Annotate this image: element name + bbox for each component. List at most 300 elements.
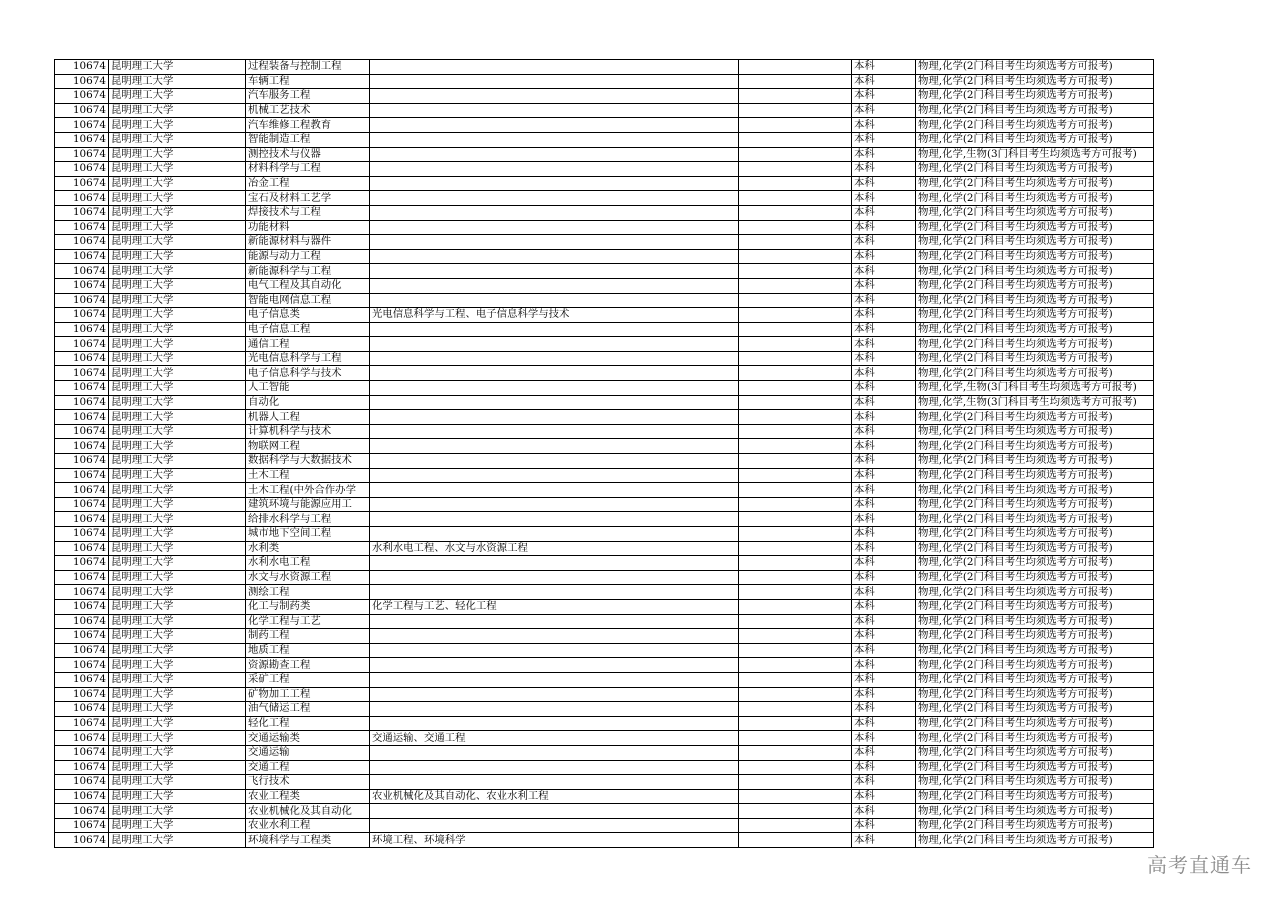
subject-requirement-cell: 物理,化学(2门科目考生均须选考方可报考)	[916, 614, 1154, 629]
subject-requirement-cell: 物理,化学(2门科目考生均须选考方可报考)	[916, 497, 1154, 512]
school-name-cell: 昆明理工大学	[109, 176, 246, 191]
table-row	[55, 541, 1154, 556]
note-cell	[739, 570, 852, 585]
major-name-cell: 建筑环境与能源应用工	[246, 497, 370, 512]
included-majors-cell	[370, 468, 739, 483]
table-row	[55, 672, 1154, 687]
note-cell	[739, 103, 852, 118]
school-code-cell: 10674	[55, 381, 109, 396]
school-code-cell: 10674	[55, 585, 109, 600]
school-name-cell: 昆明理工大学	[109, 132, 246, 147]
table-row	[55, 74, 1154, 89]
school-code-cell: 10674	[55, 264, 109, 279]
school-name-cell: 昆明理工大学	[109, 366, 246, 381]
table-row	[55, 614, 1154, 629]
school-code-cell: 10674	[55, 249, 109, 264]
subject-requirement-cell: 物理,化学(2门科目考生均须选考方可报考)	[916, 745, 1154, 760]
table-row	[55, 162, 1154, 177]
note-cell	[739, 483, 852, 498]
school-code-cell: 10674	[55, 220, 109, 235]
subject-requirement-cell: 物理,化学(2门科目考生均须选考方可报考)	[916, 789, 1154, 804]
level-cell: 本科	[852, 658, 916, 673]
level-cell: 本科	[852, 760, 916, 775]
school-name-cell: 昆明理工大学	[109, 760, 246, 775]
school-name-cell: 昆明理工大学	[109, 512, 246, 527]
table-row	[55, 249, 1154, 264]
table-row	[55, 789, 1154, 804]
subject-requirement-cell: 物理,化学(2门科目考生均须选考方可报考)	[916, 220, 1154, 235]
note-cell	[739, 556, 852, 571]
note-cell	[739, 308, 852, 323]
level-cell: 本科	[852, 570, 916, 585]
note-cell	[739, 643, 852, 658]
table-row	[55, 658, 1154, 673]
included-majors-cell	[370, 818, 739, 833]
table-row	[55, 308, 1154, 323]
note-cell	[739, 702, 852, 717]
note-cell	[739, 60, 852, 75]
level-cell: 本科	[852, 468, 916, 483]
table-row	[55, 395, 1154, 410]
included-majors-cell	[370, 249, 739, 264]
major-name-cell: 水利类	[246, 541, 370, 556]
note-cell	[739, 716, 852, 731]
school-code-cell: 10674	[55, 716, 109, 731]
table-row	[55, 556, 1154, 571]
table-row	[55, 643, 1154, 658]
included-majors-cell	[370, 512, 739, 527]
included-majors-cell	[370, 103, 739, 118]
included-majors-cell	[370, 132, 739, 147]
subject-requirement-cell: 物理,化学(2门科目考生均须选考方可报考)	[916, 278, 1154, 293]
note-cell	[739, 118, 852, 133]
included-majors-cell	[370, 322, 739, 337]
level-cell: 本科	[852, 687, 916, 702]
school-code-cell: 10674	[55, 74, 109, 89]
note-cell	[739, 804, 852, 819]
subject-requirement-cell: 物理,化学(2门科目考生均须选考方可报考)	[916, 337, 1154, 352]
school-name-cell: 昆明理工大学	[109, 60, 246, 75]
table-row	[55, 147, 1154, 162]
table-row	[55, 702, 1154, 717]
school-code-cell: 10674	[55, 731, 109, 746]
major-name-cell: 交通工程	[246, 760, 370, 775]
table-row	[55, 351, 1154, 366]
major-name-cell: 测控技术与仪器	[246, 147, 370, 162]
included-majors-cell	[370, 191, 739, 206]
school-code-cell: 10674	[55, 454, 109, 469]
note-cell	[739, 205, 852, 220]
major-name-cell: 汽车维修工程教育	[246, 118, 370, 133]
table-row	[55, 205, 1154, 220]
table-row	[55, 264, 1154, 279]
level-cell: 本科	[852, 541, 916, 556]
school-name-cell: 昆明理工大学	[109, 804, 246, 819]
major-name-cell: 资源勘查工程	[246, 658, 370, 673]
school-code-cell: 10674	[55, 570, 109, 585]
school-name-cell: 昆明理工大学	[109, 103, 246, 118]
school-name-cell: 昆明理工大学	[109, 585, 246, 600]
note-cell	[739, 424, 852, 439]
school-code-cell: 10674	[55, 89, 109, 104]
level-cell: 本科	[852, 293, 916, 308]
level-cell: 本科	[852, 599, 916, 614]
note-cell	[739, 220, 852, 235]
level-cell: 本科	[852, 410, 916, 425]
major-name-cell: 飞行技术	[246, 775, 370, 790]
level-cell: 本科	[852, 643, 916, 658]
major-name-cell: 给排水科学与工程	[246, 512, 370, 527]
school-name-cell: 昆明理工大学	[109, 745, 246, 760]
major-name-cell: 数据科学与大数据技术	[246, 454, 370, 469]
major-name-cell: 机器人工程	[246, 410, 370, 425]
note-cell	[739, 497, 852, 512]
school-name-cell: 昆明理工大学	[109, 308, 246, 323]
included-majors-cell	[370, 497, 739, 512]
note-cell	[739, 191, 852, 206]
table-row	[55, 235, 1154, 250]
note-cell	[739, 745, 852, 760]
major-name-cell: 材料科学与工程	[246, 162, 370, 177]
level-cell: 本科	[852, 804, 916, 819]
major-name-cell: 农业机械化及其自动化	[246, 804, 370, 819]
school-code-cell: 10674	[55, 351, 109, 366]
subject-requirement-cell: 物理,化学(2门科目考生均须选考方可报考)	[916, 191, 1154, 206]
school-name-cell: 昆明理工大学	[109, 118, 246, 133]
school-code-cell: 10674	[55, 760, 109, 775]
subject-requirement-cell: 物理,化学(2门科目考生均须选考方可报考)	[916, 249, 1154, 264]
school-name-cell: 昆明理工大学	[109, 775, 246, 790]
school-name-cell: 昆明理工大学	[109, 527, 246, 542]
major-name-cell: 电子信息科学与技术	[246, 366, 370, 381]
table-row	[55, 337, 1154, 352]
major-name-cell: 农业水利工程	[246, 818, 370, 833]
level-cell: 本科	[852, 789, 916, 804]
level-cell: 本科	[852, 454, 916, 469]
table-row	[55, 191, 1154, 206]
school-name-cell: 昆明理工大学	[109, 454, 246, 469]
level-cell: 本科	[852, 483, 916, 498]
subject-requirement-cell: 物理,化学(2门科目考生均须选考方可报考)	[916, 103, 1154, 118]
admission-requirements-table	[54, 59, 1154, 848]
table-row	[55, 381, 1154, 396]
major-name-cell: 化工与制药类	[246, 599, 370, 614]
major-name-cell: 智能制造工程	[246, 132, 370, 147]
subject-requirement-cell: 物理,化学(2门科目考生均须选考方可报考)	[916, 366, 1154, 381]
school-name-cell: 昆明理工大学	[109, 235, 246, 250]
included-majors-cell	[370, 366, 739, 381]
school-name-cell: 昆明理工大学	[109, 293, 246, 308]
note-cell	[739, 672, 852, 687]
level-cell: 本科	[852, 556, 916, 571]
note-cell	[739, 410, 852, 425]
school-name-cell: 昆明理工大学	[109, 541, 246, 556]
school-code-cell: 10674	[55, 191, 109, 206]
school-code-cell: 10674	[55, 424, 109, 439]
major-name-cell: 人工智能	[246, 381, 370, 396]
major-name-cell: 轻化工程	[246, 716, 370, 731]
subject-requirement-cell: 物理,化学(2门科目考生均须选考方可报考)	[916, 687, 1154, 702]
subject-requirement-cell: 物理,化学(2门科目考生均须选考方可报考)	[916, 424, 1154, 439]
included-majors-cell	[370, 658, 739, 673]
school-code-cell: 10674	[55, 103, 109, 118]
note-cell	[739, 658, 852, 673]
major-name-cell: 冶金工程	[246, 176, 370, 191]
school-code-cell: 10674	[55, 702, 109, 717]
table-row	[55, 570, 1154, 585]
major-name-cell: 环境科学与工程类	[246, 833, 370, 848]
level-cell: 本科	[852, 176, 916, 191]
school-name-cell: 昆明理工大学	[109, 497, 246, 512]
major-name-cell: 制药工程	[246, 629, 370, 644]
school-name-cell: 昆明理工大学	[109, 205, 246, 220]
major-name-cell: 汽车服务工程	[246, 89, 370, 104]
note-cell	[739, 89, 852, 104]
school-code-cell: 10674	[55, 147, 109, 162]
school-name-cell: 昆明理工大学	[109, 249, 246, 264]
level-cell: 本科	[852, 264, 916, 279]
subject-requirement-cell: 物理,化学(2门科目考生均须选考方可报考)	[916, 702, 1154, 717]
school-name-cell: 昆明理工大学	[109, 439, 246, 454]
level-cell: 本科	[852, 191, 916, 206]
included-majors-cell	[370, 147, 739, 162]
note-cell	[739, 337, 852, 352]
included-majors-cell	[370, 424, 739, 439]
major-name-cell: 土木工程	[246, 468, 370, 483]
school-name-cell: 昆明理工大学	[109, 833, 246, 848]
note-cell	[739, 731, 852, 746]
note-cell	[739, 775, 852, 790]
school-code-cell: 10674	[55, 162, 109, 177]
note-cell	[739, 264, 852, 279]
subject-requirement-cell: 物理,化学(2门科目考生均须选考方可报考)	[916, 833, 1154, 848]
major-name-cell: 车辆工程	[246, 74, 370, 89]
school-name-cell: 昆明理工大学	[109, 643, 246, 658]
subject-requirement-cell: 物理,化学(2门科目考生均须选考方可报考)	[916, 643, 1154, 658]
included-majors-cell	[370, 337, 739, 352]
subject-requirement-cell: 物理,化学(2门科目考生均须选考方可报考)	[916, 118, 1154, 133]
school-code-cell: 10674	[55, 556, 109, 571]
school-name-cell: 昆明理工大学	[109, 351, 246, 366]
major-name-cell: 自动化	[246, 395, 370, 410]
table-row	[55, 527, 1154, 542]
subject-requirement-cell: 物理,化学(2门科目考生均须选考方可报考)	[916, 308, 1154, 323]
note-cell	[739, 789, 852, 804]
subject-requirement-cell: 物理,化学(2门科目考生均须选考方可报考)	[916, 818, 1154, 833]
level-cell: 本科	[852, 818, 916, 833]
subject-requirement-cell: 物理,化学(2门科目考生均须选考方可报考)	[916, 599, 1154, 614]
table-row	[55, 454, 1154, 469]
subject-requirement-cell: 物理,化学(2门科目考生均须选考方可报考)	[916, 322, 1154, 337]
subject-requirement-cell: 物理,化学(2门科目考生均须选考方可报考)	[916, 658, 1154, 673]
level-cell: 本科	[852, 439, 916, 454]
level-cell: 本科	[852, 731, 916, 746]
included-majors-cell	[370, 716, 739, 731]
school-code-cell: 10674	[55, 483, 109, 498]
level-cell: 本科	[852, 162, 916, 177]
included-majors-cell	[370, 74, 739, 89]
level-cell: 本科	[852, 89, 916, 104]
subject-requirement-cell: 物理,化学,生物(3门科目考生均须选考方可报考)	[916, 147, 1154, 162]
school-name-cell: 昆明理工大学	[109, 483, 246, 498]
included-majors-cell	[370, 395, 739, 410]
included-majors-cell: 交通运输、交通工程	[370, 731, 739, 746]
school-name-cell: 昆明理工大学	[109, 629, 246, 644]
subject-requirement-cell: 物理,化学(2门科目考生均须选考方可报考)	[916, 672, 1154, 687]
school-name-cell: 昆明理工大学	[109, 556, 246, 571]
level-cell: 本科	[852, 103, 916, 118]
included-majors-cell	[370, 278, 739, 293]
subject-requirement-cell: 物理,化学(2门科目考生均须选考方可报考)	[916, 89, 1154, 104]
subject-requirement-cell: 物理,化学(2门科目考生均须选考方可报考)	[916, 205, 1154, 220]
table-row	[55, 132, 1154, 147]
school-name-cell: 昆明理工大学	[109, 702, 246, 717]
school-name-cell: 昆明理工大学	[109, 337, 246, 352]
major-name-cell: 光电信息科学与工程	[246, 351, 370, 366]
included-majors-cell	[370, 556, 739, 571]
level-cell: 本科	[852, 322, 916, 337]
level-cell: 本科	[852, 60, 916, 75]
table-row	[55, 439, 1154, 454]
school-name-cell: 昆明理工大学	[109, 264, 246, 279]
level-cell: 本科	[852, 775, 916, 790]
school-code-cell: 10674	[55, 132, 109, 147]
school-code-cell: 10674	[55, 833, 109, 848]
note-cell	[739, 687, 852, 702]
school-code-cell: 10674	[55, 745, 109, 760]
school-code-cell: 10674	[55, 629, 109, 644]
major-name-cell: 电气工程及其自动化	[246, 278, 370, 293]
major-name-cell: 城市地下空间工程	[246, 527, 370, 542]
level-cell: 本科	[852, 512, 916, 527]
subject-requirement-cell: 物理,化学(2门科目考生均须选考方可报考)	[916, 760, 1154, 775]
school-code-cell: 10674	[55, 308, 109, 323]
level-cell: 本科	[852, 337, 916, 352]
note-cell	[739, 235, 852, 250]
note-cell	[739, 585, 852, 600]
major-name-cell: 化学工程与工艺	[246, 614, 370, 629]
included-majors-cell	[370, 381, 739, 396]
table-row	[55, 585, 1154, 600]
major-name-cell: 新能源科学与工程	[246, 264, 370, 279]
school-name-cell: 昆明理工大学	[109, 818, 246, 833]
note-cell	[739, 760, 852, 775]
table-row	[55, 424, 1154, 439]
included-majors-cell	[370, 410, 739, 425]
level-cell: 本科	[852, 118, 916, 133]
level-cell: 本科	[852, 629, 916, 644]
level-cell: 本科	[852, 278, 916, 293]
school-name-cell: 昆明理工大学	[109, 687, 246, 702]
subject-requirement-cell: 物理,化学(2门科目考生均须选考方可报考)	[916, 439, 1154, 454]
note-cell	[739, 599, 852, 614]
subject-requirement-cell: 物理,化学(2门科目考生均须选考方可报考)	[916, 570, 1154, 585]
major-name-cell: 新能源材料与器件	[246, 235, 370, 250]
school-code-cell: 10674	[55, 497, 109, 512]
school-code-cell: 10674	[55, 395, 109, 410]
included-majors-cell	[370, 804, 739, 819]
subject-requirement-cell: 物理,化学(2门科目考生均须选考方可报考)	[916, 716, 1154, 731]
note-cell	[739, 454, 852, 469]
subject-requirement-cell: 物理,化学(2门科目考生均须选考方可报考)	[916, 541, 1154, 556]
subject-requirement-cell: 物理,化学(2门科目考生均须选考方可报考)	[916, 162, 1154, 177]
included-majors-cell	[370, 89, 739, 104]
school-name-cell: 昆明理工大学	[109, 716, 246, 731]
table-row	[55, 760, 1154, 775]
major-name-cell: 功能材料	[246, 220, 370, 235]
note-cell	[739, 147, 852, 162]
level-cell: 本科	[852, 614, 916, 629]
school-code-cell: 10674	[55, 278, 109, 293]
level-cell: 本科	[852, 527, 916, 542]
subject-requirement-cell: 物理,化学(2门科目考生均须选考方可报考)	[916, 468, 1154, 483]
table-row	[55, 775, 1154, 790]
school-code-cell: 10674	[55, 614, 109, 629]
school-code-cell: 10674	[55, 658, 109, 673]
included-majors-cell: 化学工程与工艺、轻化工程	[370, 599, 739, 614]
subject-requirement-cell: 物理,化学(2门科目考生均须选考方可报考)	[916, 176, 1154, 191]
included-majors-cell	[370, 439, 739, 454]
included-majors-cell	[370, 235, 739, 250]
level-cell: 本科	[852, 716, 916, 731]
note-cell	[739, 293, 852, 308]
school-code-cell: 10674	[55, 322, 109, 337]
school-name-cell: 昆明理工大学	[109, 395, 246, 410]
major-name-cell: 物联网工程	[246, 439, 370, 454]
major-name-cell: 水文与水资源工程	[246, 570, 370, 585]
subject-requirement-cell: 物理,化学(2门科目考生均须选考方可报考)	[916, 629, 1154, 644]
major-name-cell: 能源与动力工程	[246, 249, 370, 264]
included-majors-cell	[370, 702, 739, 717]
note-cell	[739, 249, 852, 264]
table-row	[55, 322, 1154, 337]
school-code-cell: 10674	[55, 293, 109, 308]
school-code-cell: 10674	[55, 541, 109, 556]
table-row	[55, 731, 1154, 746]
table-row	[55, 89, 1154, 104]
included-majors-cell	[370, 745, 739, 760]
table-row	[55, 745, 1154, 760]
note-cell	[739, 74, 852, 89]
table-row	[55, 278, 1154, 293]
major-name-cell: 宝石及材料工艺学	[246, 191, 370, 206]
included-majors-cell	[370, 118, 739, 133]
major-name-cell: 水利水电工程	[246, 556, 370, 571]
watermark: 高考直通车	[1147, 853, 1252, 877]
school-name-cell: 昆明理工大学	[109, 220, 246, 235]
included-majors-cell	[370, 293, 739, 308]
table-row	[55, 118, 1154, 133]
school-code-cell: 10674	[55, 118, 109, 133]
level-cell: 本科	[852, 74, 916, 89]
level-cell: 本科	[852, 308, 916, 323]
school-code-cell: 10674	[55, 235, 109, 250]
major-name-cell: 电子信息工程	[246, 322, 370, 337]
table-row	[55, 512, 1154, 527]
school-name-cell: 昆明理工大学	[109, 424, 246, 439]
school-code-cell: 10674	[55, 775, 109, 790]
school-code-cell: 10674	[55, 599, 109, 614]
level-cell: 本科	[852, 833, 916, 848]
major-name-cell: 交通运输类	[246, 731, 370, 746]
school-name-cell: 昆明理工大学	[109, 570, 246, 585]
subject-requirement-cell: 物理,化学(2门科目考生均须选考方可报考)	[916, 235, 1154, 250]
included-majors-cell	[370, 687, 739, 702]
level-cell: 本科	[852, 585, 916, 600]
included-majors-cell	[370, 454, 739, 469]
major-name-cell: 油气储运工程	[246, 702, 370, 717]
included-majors-cell	[370, 60, 739, 75]
